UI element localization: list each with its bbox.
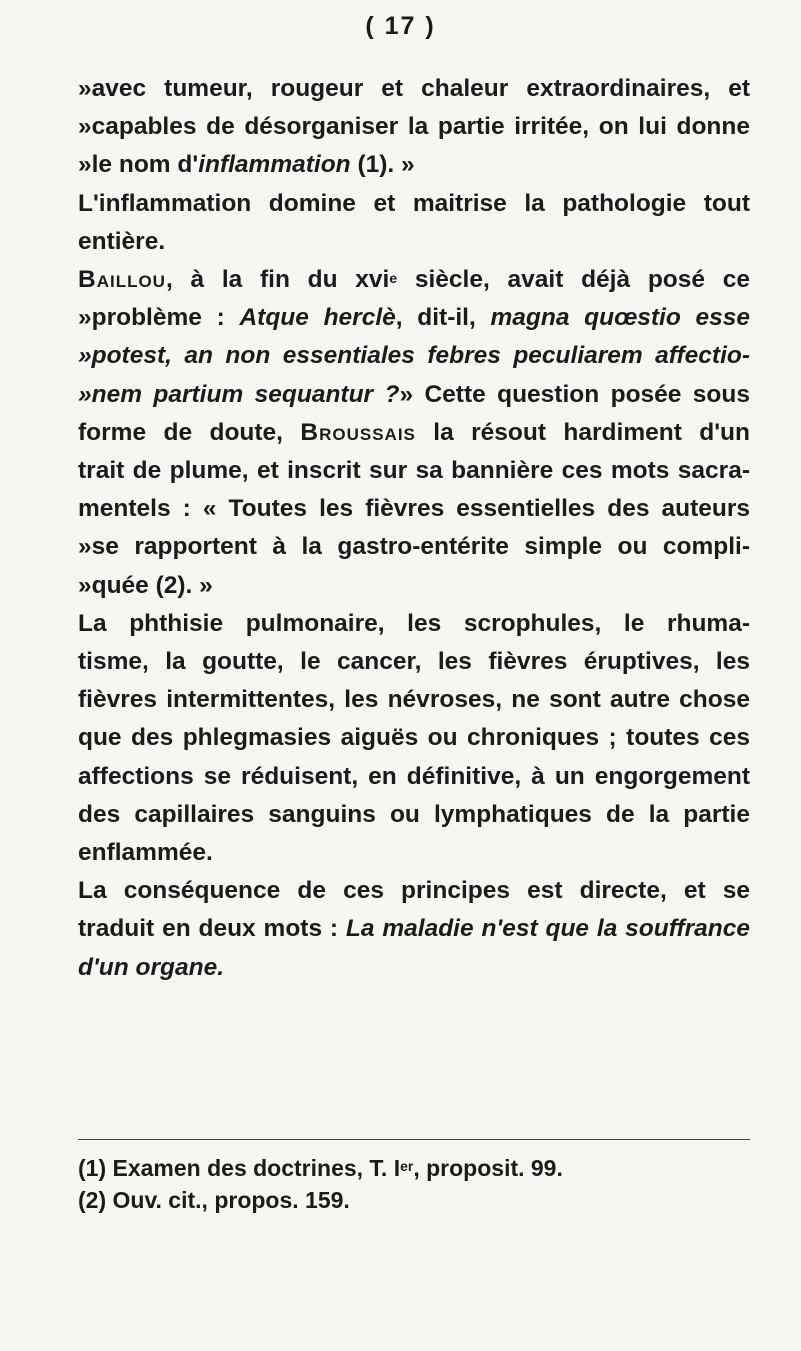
text-fragment: , à la fin du xvi <box>165 266 390 294</box>
text-line: La conséquence de ces principes est directe, et se <box>78 877 750 905</box>
text-line: L'inflammation domine et maitrise la pathologie tout <box>78 189 750 217</box>
superscript: e <box>389 270 398 287</box>
text-line <box>78 146 750 184</box>
text-fragment: (1). » <box>350 151 415 179</box>
latin-quote: magna quœstio esse <box>490 304 750 332</box>
text-line: tisme, la goutte, le cancer, les fièvres éruptives, les <box>78 648 750 676</box>
text-line: que des phlegmasies aiguës ou chroniques ; toutes ces <box>78 724 750 752</box>
text-line: affections se réduisent, en définitive, à un engorgement <box>78 762 750 790</box>
text-line <box>78 261 750 299</box>
text-line: mentels : « Toutes les fièvres essentielles des auteurs <box>78 495 750 523</box>
text-line: des capillaires sanguins ou lymphatiques de la partie <box>78 800 750 828</box>
paragraph-phthisie <box>78 605 750 872</box>
text-fragment: siècle, avait déjà posé ce <box>397 266 750 294</box>
italic-maxim: La maladie n'est que la souffrance <box>345 915 750 943</box>
text-fragment: »le nom d' <box>78 151 199 179</box>
body-text <box>78 70 750 987</box>
text-line <box>78 376 750 414</box>
latin-quote: »nem partium sequantur ? <box>78 380 400 408</box>
text-fragment: , dit-il, <box>395 304 491 332</box>
text-line <box>78 299 750 337</box>
text-line: entière. <box>78 227 166 255</box>
footnotes <box>78 1152 750 1216</box>
footnote-text: (1) Examen des doctrines, T. I <box>78 1155 401 1181</box>
footnote-2: (2) Ouv. cit., propos. 159. <box>78 1187 350 1213</box>
text-line <box>78 910 750 948</box>
page-number: ( 17 ) <box>365 12 436 40</box>
text-line: »capables de désorganiser la partie irritée, on lui donne <box>78 113 750 141</box>
paragraph-inflammation <box>78 185 750 261</box>
footnote-divider <box>78 1139 750 1140</box>
text-line: trait de plume, et inscrit sur sa bannière ces mots sacra- <box>78 457 750 485</box>
footnote-text: , proposit. 99. <box>413 1155 563 1181</box>
text-fragment: forme de doute, <box>78 418 301 446</box>
text-fragment: » Cette question posée sous <box>399 380 750 408</box>
text-fragment: »problème : <box>78 304 240 332</box>
latin-quote: Atque herclè <box>239 304 396 332</box>
superscript: er <box>400 1158 414 1174</box>
text-line: »se rapportent à la gastro-entérite simple ou compli- <box>78 533 750 561</box>
text-line: d'un organe. <box>78 953 225 981</box>
paragraph-consequence <box>78 872 750 987</box>
paragraph-baillou <box>78 261 750 605</box>
author-name: Broussais <box>300 418 416 446</box>
text-fragment: traduit en deux mots : <box>78 915 346 943</box>
text-line: »quée (2). » <box>78 571 213 599</box>
text-line: fièvres intermittentes, les névroses, ne sont autre chose <box>78 686 750 714</box>
text-line: »potest, an non essentiales febres peculiarem affectio- <box>78 342 750 370</box>
paragraph-quote-end <box>78 70 750 185</box>
italic-term: inflammation <box>198 151 351 179</box>
text-line: La phthisie pulmonaire, les scrophules, le rhuma- <box>78 609 750 637</box>
footnote-1 <box>78 1152 750 1184</box>
text-line <box>78 414 750 452</box>
text-line: »avec tumeur, rougeur et chaleur extraordinaires, et <box>78 75 750 102</box>
text-line: enflammée. <box>78 839 213 867</box>
author-name: Baillou <box>78 266 166 294</box>
text-fragment: la résout hardiment d'un <box>415 418 750 446</box>
